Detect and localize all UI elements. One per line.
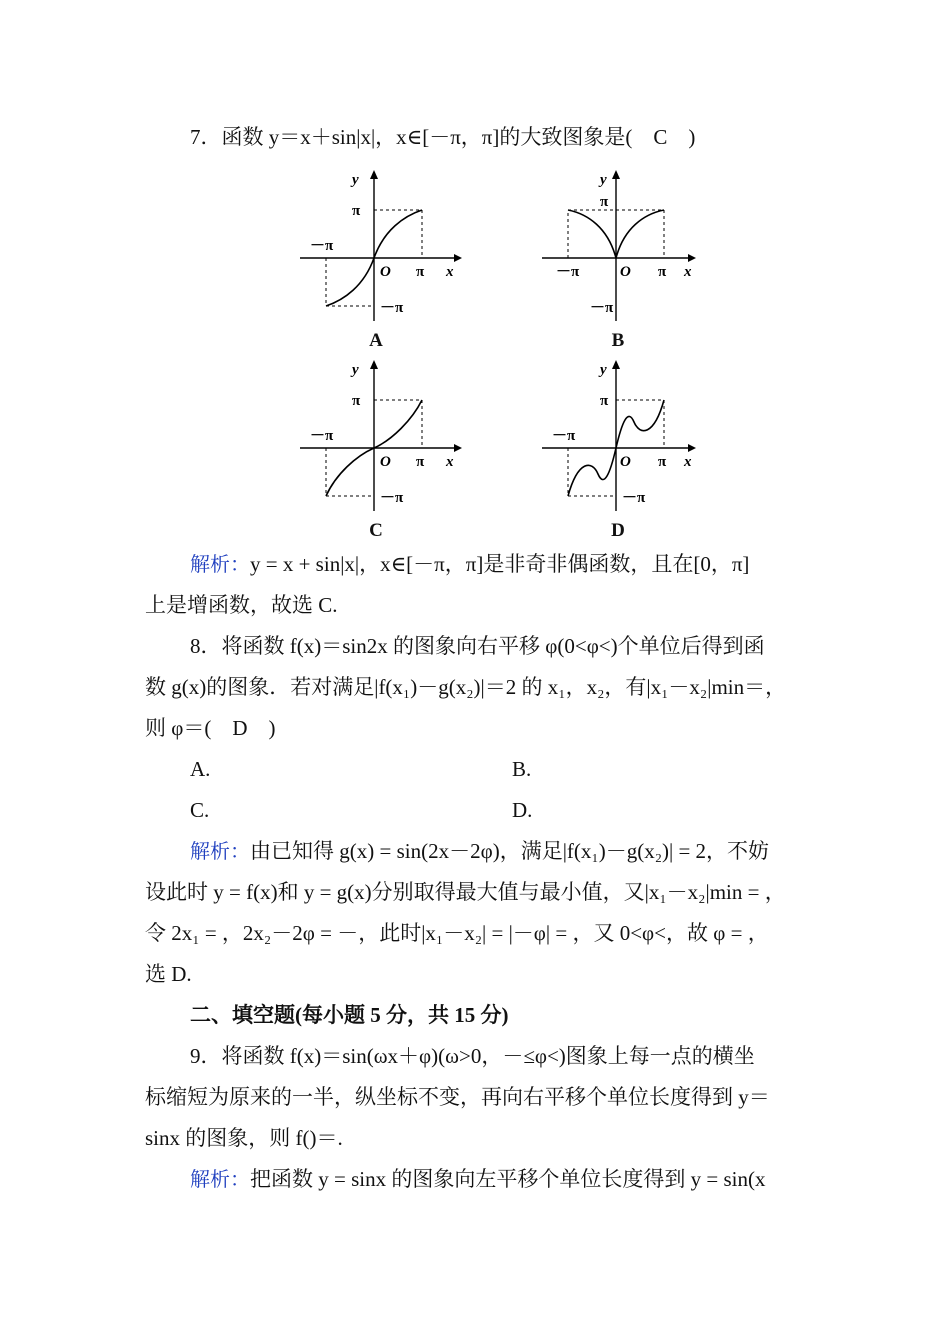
guide-neg-pi — [326, 258, 374, 306]
q9-analysis-line1 — [190, 1166, 950, 1192]
x-label: x — [684, 264, 692, 280]
neg-pi-y-label: －π — [380, 300, 404, 316]
graph-c-label: C — [369, 520, 383, 541]
q8-option-b: B. — [512, 757, 532, 781]
q8-stem-line3: 则 φ＝( D ) — [145, 716, 276, 740]
graph-c — [296, 356, 466, 516]
x-label: x — [684, 454, 692, 470]
q9-stem-line3: sinx 的图象，则 f()＝. — [145, 1126, 343, 1150]
graph-a-label: A — [369, 330, 383, 351]
origin-label: O — [620, 454, 631, 470]
q8-option-c: C. — [190, 798, 210, 822]
y-axis-arrow — [370, 360, 378, 369]
q7-analysis-line1 — [190, 551, 950, 577]
y-axis-arrow — [612, 360, 620, 369]
neg-pi-x-label: －π — [552, 428, 576, 444]
y-label: y — [600, 362, 607, 378]
origin-label: O — [380, 264, 391, 280]
neg-pi-y-label: －π — [590, 300, 614, 316]
pi-x-label: π — [658, 264, 667, 280]
graph-d-svg — [538, 356, 708, 516]
y-label: y — [600, 172, 607, 188]
y-label: y — [352, 172, 359, 188]
neg-pi-x-label: －π — [310, 238, 334, 254]
origin-label: O — [620, 264, 631, 280]
y-label: y — [352, 362, 359, 378]
q8-option-a: A. — [190, 757, 211, 781]
section-title: 二、填空题(每小题 5 分，共 15 分) — [190, 1003, 509, 1027]
guide-pi — [374, 210, 422, 258]
neg-pi-x-label: －π — [310, 428, 334, 444]
neg-pi-x-label: －π — [556, 264, 580, 280]
neg-pi-y-label: －π — [622, 490, 646, 506]
graph-b-label: B — [611, 330, 625, 351]
q8-analysis-line2: 设此时 y = f(x)和 y = g(x)分别取得最大值与最小值，又|x₁－x₂|min = ， — [145, 880, 786, 904]
pi-x-label: π — [416, 264, 425, 280]
q9-stem-line2: 标缩短为原来的一半，纵坐标不变，再向右平移个单位长度得到 y＝ — [145, 1085, 770, 1109]
graph-b — [538, 166, 708, 326]
analysis-label: 解析： — [190, 839, 250, 863]
guide-pi — [374, 400, 422, 448]
x-axis-arrow — [454, 444, 462, 452]
q8-analysis-line1 — [190, 838, 950, 864]
analysis-label: 解析： — [190, 552, 250, 576]
analysis-text: y = x + sin|x|，x∈[－π，π]是非奇非偶函数，且在[0，π] — [250, 552, 750, 576]
guide-neg-pi — [326, 448, 374, 496]
y-axis-arrow — [612, 170, 620, 179]
x-axis-arrow — [454, 254, 462, 262]
analysis-text: 把函数 y = sinx 的图象向左平移个单位长度得到 y = sin(x — [250, 1167, 766, 1191]
graph-b-svg — [538, 166, 708, 326]
pi-x-label: π — [658, 454, 667, 470]
origin-label: O — [380, 454, 391, 470]
q9-stem-line1: 9．将函数 f(x)＝sin(ωx＋φ)(ω>0，－≤φ<)图象上每一点的横坐 — [190, 1044, 755, 1068]
x-label: x — [446, 264, 454, 280]
graph-d-label: D — [611, 520, 625, 541]
q8-option-d: D. — [512, 798, 533, 822]
analysis-text: 由已知得 g(x) = sin(2x－2φ)，满足|f(x₁)－g(x₂)| = 2，不妨 — [250, 839, 770, 863]
pi-y-label: π — [600, 194, 609, 210]
graph-c-svg — [296, 356, 466, 516]
q7-analysis-line2: 上是增函数，故选 C. — [145, 593, 338, 617]
analysis-label: 解析： — [190, 1167, 250, 1191]
neg-pi-y-label: －π — [380, 490, 404, 506]
x-axis-arrow — [688, 444, 696, 452]
graph-d — [538, 356, 708, 516]
x-axis-arrow — [688, 254, 696, 262]
x-label: x — [446, 454, 454, 470]
graph-a — [296, 166, 466, 326]
q8-analysis-line4: 选 D. — [145, 962, 192, 986]
y-axis-arrow — [370, 170, 378, 179]
pi-y-label: π — [600, 393, 609, 409]
pi-x-label: π — [416, 454, 425, 470]
graph-a-svg — [296, 166, 466, 326]
q7-stem: 7．函数 y＝x＋sin|x|，x∈[－π，π]的大致图象是( C ) — [190, 125, 696, 149]
q8-stem-line2: 数 g(x)的图象．若对满足|f(x₁)－g(x₂)|＝2 的 x₁，x₂，有|x₁－x₂|min＝， — [145, 675, 787, 699]
q8-analysis-line3: 令 2x₁ = ，2x₂－2φ = －，此时|x₁－x₂| = |－φ| = ，又 0<φ<，故 φ = ， — [145, 921, 769, 945]
pi-y-label: π — [352, 203, 361, 219]
q8-stem-line1: 8．将函数 f(x)＝sin2x 的图象向右平移 φ(0<φ<)个单位后得到函 — [190, 634, 765, 658]
pi-y-label: π — [352, 393, 361, 409]
